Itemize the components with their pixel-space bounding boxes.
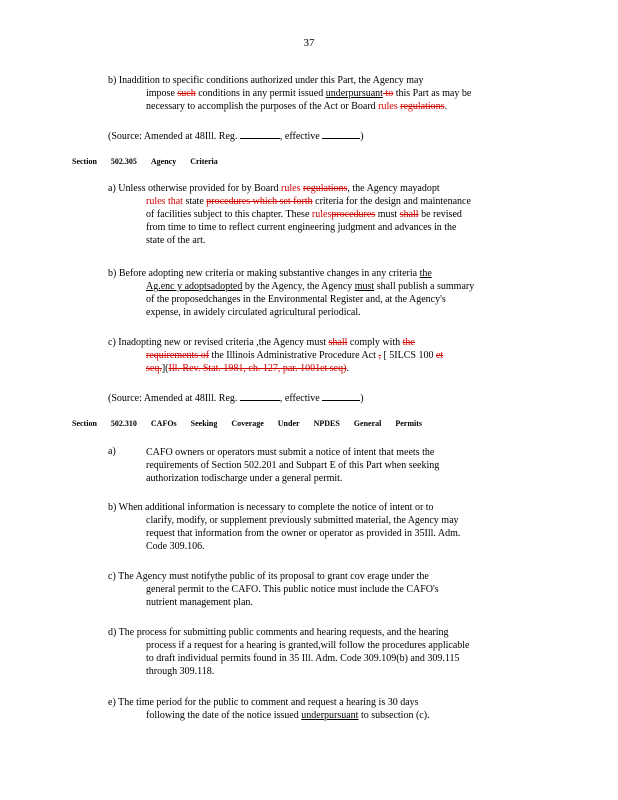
source-note-1: (Source: Amended at 48Ill. Reg. , effective ) xyxy=(108,131,364,142)
paragraph-310-a: CAFO owners or operators must submit a notice of intent that meets the requirements of Section 502.201 and Subpart E of this Part when seeking authorization todischarge under a general permit. xyxy=(146,447,440,484)
page-number: 37 xyxy=(303,37,315,49)
paragraph-305-a: a) Unless otherwise provided for by Board rules regulations, the Agency mayadopt rules that state procedures which set forth criteria for the design and maintenance of facilities subject to this chapter. These rulesprocedures must shall be revised from time to time to reflect current engineering judgment and advances in the state of the art. xyxy=(108,183,471,246)
paragraph-310-c: c) The Agency must notifythe public of its proposal to grant cov erage under the general permit to the CAFO. This public notice must include the CAFO's nutrient management plan. xyxy=(108,571,439,608)
paragraph-305-b: b) Before adopting new criteria or making substantive changes in any criteria the Ag.enc y adoptsadopted by the Agency, the Agency must shall publish a summary of the proposedchanges in the Environmental Register and, at the Agency's expense, in awidely circulated agricultural periodical. xyxy=(108,268,475,318)
source-note-2: (Source: Amended at 48Ill. Reg. , effective ) xyxy=(108,393,364,404)
paragraph-b-conditions: b) Inaddition to specific conditions authorized under this Part, the Agency may impose such conditions in any permit issued underpursuant to this Part as may be necessary to accomplish the purposes of the Act or Board rules regulations. xyxy=(108,75,472,112)
section-502-310-heading: Section 502.310 CAFOs Seeking Coverage Under NPDES General Permits xyxy=(72,419,422,428)
paragraph-305-c: c) Inadopting new or revised criteria ,the Agency must shall comply with the requirements of the Illinois Administrative Procedure Act , [ 5ILCS 100 et seq.](Ill. Rev. Stat. 1981, ch. 127, par. 1001et seq). xyxy=(108,337,444,374)
section-502-305-heading: Section 502.305 Agency Criteria xyxy=(72,157,218,166)
paragraph-310-b: b) When additional information is necessary to complete the notice of intent or to clarify, modify, or supplement previously submitted material, the Agency may request that information from the owner or operator as provided in 35Ill. Adm. Code 309.106. xyxy=(108,502,461,552)
paragraph-310-e: e) The time period for the public to comment and request a hearing is 30 days following the date of the notice issued underpursuant to subsection (c). xyxy=(108,697,430,721)
paragraph-310-d: d) The process for submitting public comments and hearing requests, and the hearing process if a request for a hearing is granted,will follow the procedures applicable to draft individual permits found in 35 Ill. Adm. Code 309.109(b) and 309.115 through 309.118. xyxy=(108,627,470,677)
paragraph-310-a-marker: a) xyxy=(108,446,116,457)
